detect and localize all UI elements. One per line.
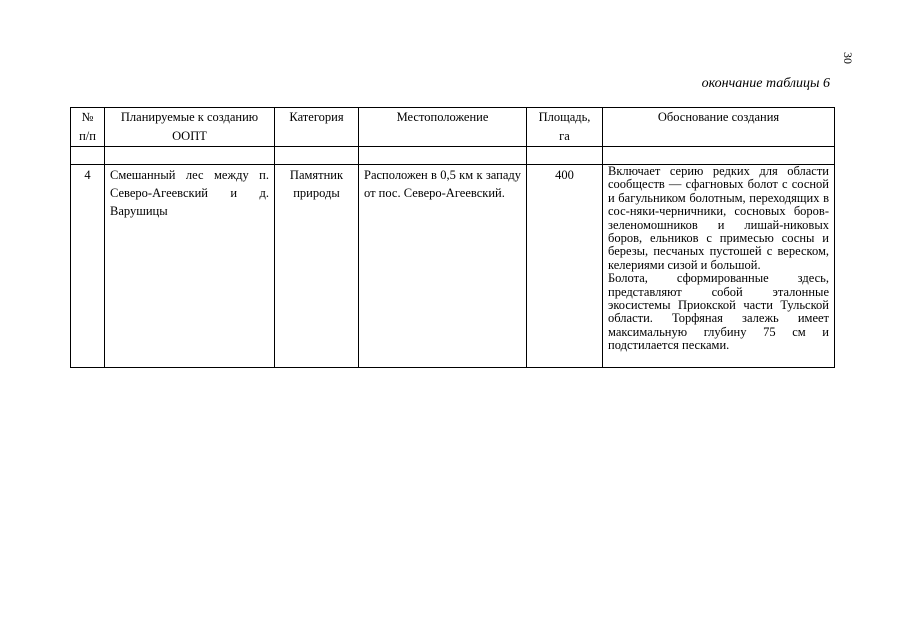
- table-caption: окончание таблицы 6: [701, 76, 830, 91]
- rationale-paragraph-2: Болота, сформированные здесь, представляют собой эталонные экосистемы Приокской части Тульской области. Торфяная залежь имеет максимальную глубину 75 см и подстилается песками.: [608, 271, 829, 353]
- cell-area: 400: [527, 165, 603, 368]
- table-header-row: [71, 108, 835, 147]
- cell-category: Памятник природы: [275, 165, 359, 368]
- header-name: Планируемые к созданию ООПТ: [105, 108, 275, 147]
- page-number: 30: [841, 52, 855, 64]
- ooptable: [70, 107, 835, 368]
- table-spacer-row: [71, 147, 835, 165]
- rationale-paragraph-1: Включает серию редких для области сообществ — сфагновых болот с сосной и багульником болотным, переходящих в сос-няки-черничники, сосновых боров-зеленомошников и лишай-никовых боров, ельников с примесью сосны и березы, песчаных пустошей с вереском, келериями сизой и большой.: [608, 164, 829, 272]
- cell-location: Расположен в 0,5 км к западу от пос. Северо-Агеевский.: [359, 165, 527, 368]
- header-num: № п/п: [71, 108, 105, 147]
- header-area: Площадь, га: [527, 108, 603, 147]
- header-category: Категория: [275, 108, 359, 147]
- cell-name: Смешанный лес между п. Северо-Агеевский и д. Варушицы: [105, 165, 275, 368]
- cell-num: 4: [71, 165, 105, 368]
- header-location: Местоположение: [359, 108, 527, 147]
- header-rationale: Обоснование создания: [603, 108, 835, 147]
- cell-rationale: [603, 165, 835, 368]
- table-row: [71, 165, 835, 368]
